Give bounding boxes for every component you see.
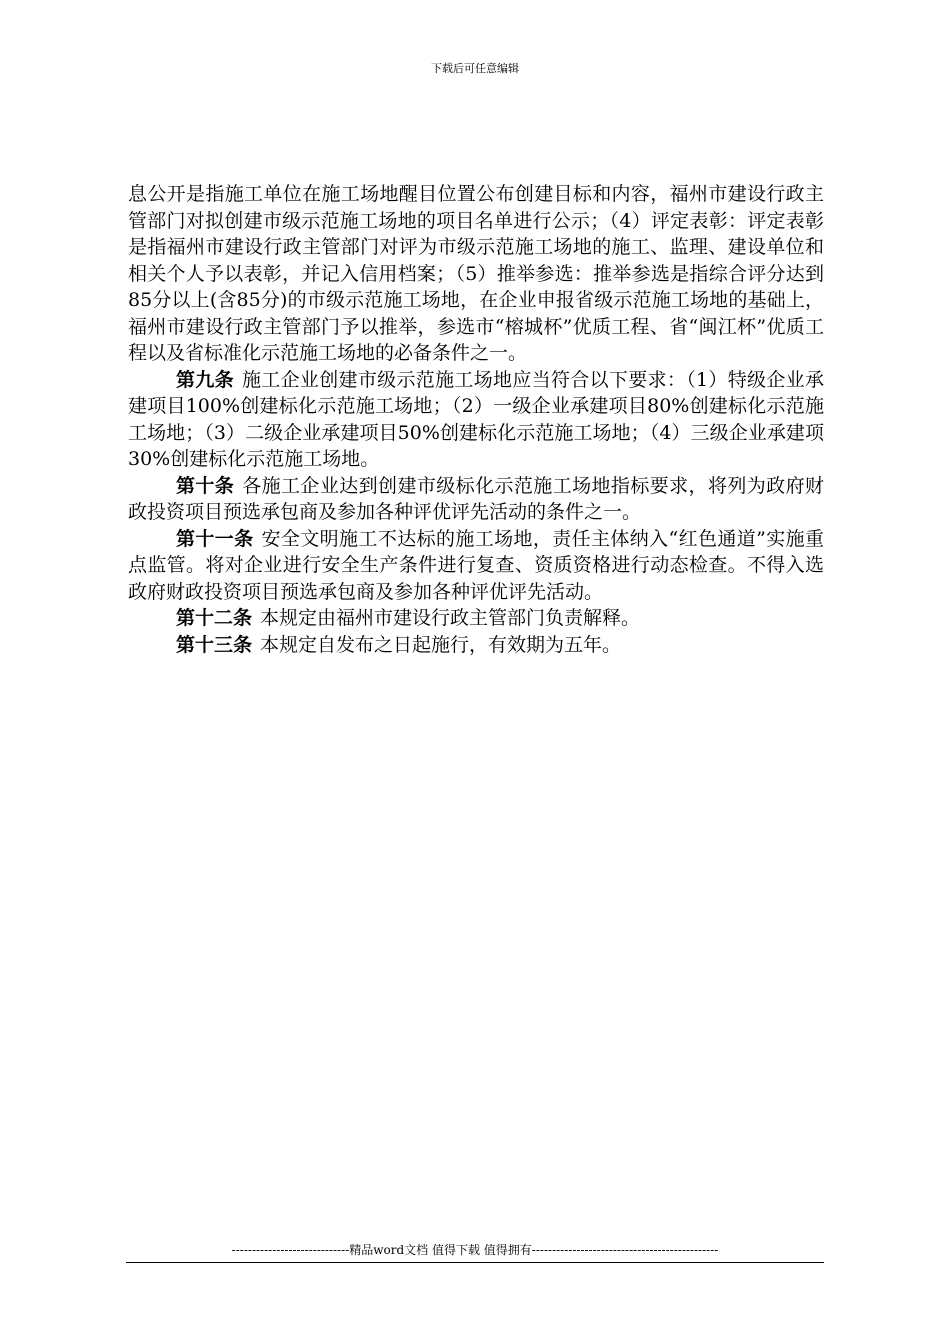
article-text: 安全文明施工不达标的施工场地，责任主体纳入“红色通道”实施重点监管。将对企业进行安全生产条件进行复查、资质资格进行动态检查。不得入选政府财政投资项目预选承包商及参加各种评优评先活动。 — [128, 527, 824, 603]
article-label: 第十二条 — [176, 607, 253, 629]
document-body — [128, 181, 824, 658]
article-11 — [128, 526, 824, 606]
article-label: 第十一条 — [176, 527, 254, 550]
footer-divider — [126, 1262, 824, 1263]
article-text: 各施工企业达到创建市级标化示范施工场地指标要求，将列为政府财政投资项目预选承包商及参加各种评优评先活动的条件之一。 — [128, 474, 824, 523]
article-label: 第十条 — [176, 474, 235, 497]
article-text: 本规定由福州市建设行政主管部门负责解释。 — [260, 607, 641, 629]
paragraph-continuation — [128, 181, 824, 367]
article-text: 本规定自发布之日起施行，有效期为五年。 — [260, 633, 622, 656]
article-label: 第九条 — [176, 368, 234, 391]
article-13 — [128, 632, 824, 659]
page-footer: -----------------------------精品word文档 值得下载 值得拥有---------------------------------------------- — [231, 1243, 719, 1257]
page-header: 下载后可任意编辑 — [431, 62, 519, 75]
article-9 — [128, 367, 824, 473]
paragraph-text: 息公开是指施工单位在施工场地醒目位置公布创建目标和内容，福州市建设行政主管部门对拟创建市级示范施工场地的项目名单进行公示；（4）评定表彰：评定表彰是指福州市建设行政主管部门对评为市级示范施工场地的施工、监理、建设单位和相关个人予以表彰，并记入信用档案；（5）推举参选：推举参选是指综合评分达到85分以上(含85分)的市级示范施工场地，在企业申报省级示范施工场地的基础上，福州市建设行政主管部门予以推举，参选市“榕城杯”优质工程、省“闽江杯”优质工程以及省标准化示范施工场地的必备条件之一。 — [128, 183, 824, 364]
article-label: 第十三条 — [176, 633, 253, 656]
article-text: 施工企业创建市级示范施工场地应当符合以下要求：（1）特级企业承建项目100%创建标化示范施工场地；（2）一级企业承建项目80%创建标化示范施工场地；（3）二级企业承建项目50%创建标化示范施工场地；（4）三级企业承建项30%创建标化示范施工场地。 — [128, 368, 824, 470]
article-10 — [128, 473, 824, 526]
article-12 — [128, 605, 824, 632]
